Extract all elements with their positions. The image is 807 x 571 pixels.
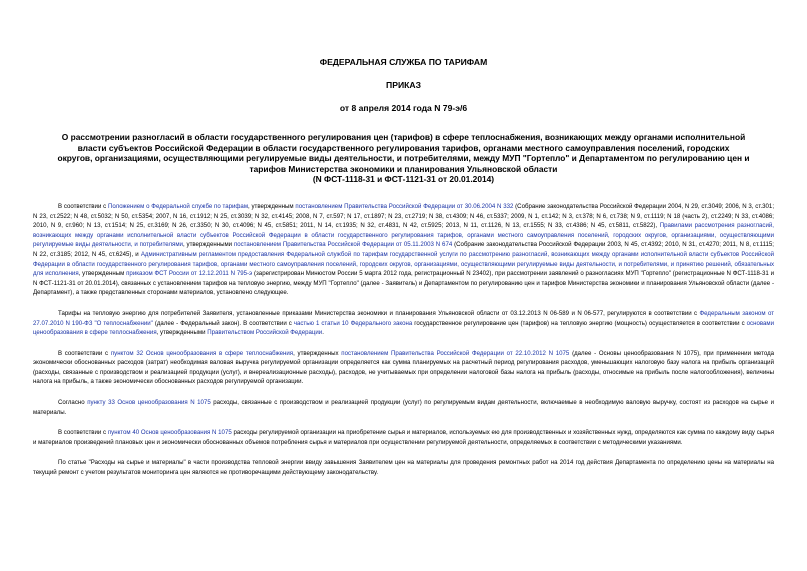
issuing-authority: ФЕДЕРАЛЬНАЯ СЛУЖБА ПО ТАРИФАМ xyxy=(319,57,488,67)
link-dispute-rules[interactable]: Правилами рассмотрения разногласий, возникающих между органами исполнительной власти субъектов Российской Федерации в области государственного регулирования тарифов, органами местного самоуправления поселений, городских округов, организациями, осуществляющими регулируемые виды деятельности, и потребителями xyxy=(33,222,774,249)
link-admin-regulation[interactable]: Административным регламентом предоставления Федеральной службой по тарифам государственной услуги по рассмотрению разногласий, возникающих между органами исполнительной власти субъектов Российской Федерации в области государственного регулирования тарифов, органами местного самоуправления поселений, городских округов, организациями, осуществляющими регулируемые виды деятельности, и потребителями, и принятию решений, обязательных для исполнения xyxy=(33,250,774,278)
document-title xyxy=(33,132,774,185)
link-pricing-basics[interactable]: основами ценообразования в сфере теплоснабжения xyxy=(33,319,774,337)
text-run: расходы регулируемой организации на приобретение сырья и материалов, используемых ею для производственных и хозяйственных нужд, определяются как сумма по каждому виду сырья и материалов произведений плановых цен и экономически обоснованных объемов потребления сырья и материалов при осуществлении регулируемой деятельности, определяемых в соответствии с методическими указаниями. xyxy=(33,429,775,446)
title-line: тарифов Министерства экономики и планирования Ульяновской области xyxy=(249,163,558,174)
text-run: По статье "Расходы на сырье и материалы" в части производства тепловой энергии ввиду завышения Заявителем цен на материалы для проведения ремонтных работ на 2014 год действия Департамента по определению цены на материалы на текущий ремонт с учетом результатов мониторинга цен являются не противоречащими действующему законодательству. xyxy=(33,459,774,477)
text-run: (зарегистрирован Минюстом России 5 марта 2012 года, регистрационный N 23402), при рассмотрении заявлений о разногласиях МУП "Гортепло" (регистрационные N ФСТ-1118-31 и N ФСТ-1121-31 от 20.01.2014), связанных с установлением тарифов на тепловую энергию, между МУП "Гортепло" (далее - Заявитель) и Департаментом по регулированию цен и тарифов Министерства экономики и планирования Ульяновской области (далее - Департамент), а также представленных сторонами материалов, установлено следующее. xyxy=(33,270,774,297)
link-decree-674[interactable]: постановлением Правительства Российской Федерации от 05.11.2003 N 674 xyxy=(233,241,453,249)
paragraph-2 xyxy=(33,309,774,338)
link-order-795[interactable]: приказом ФСТ России от 12.12.2011 N 795-э xyxy=(126,270,253,278)
text-run: В соответствии с xyxy=(58,202,108,210)
title-line: (N ФСТ-1118-31 и ФСТ-1121-31 от 20.01.2014) xyxy=(312,174,495,185)
text-run: (Собрание законодательства Российской Федерации 2004, N 29, ст.3049; 2006, N 3, ст.301; N 23, ст.2522; N 48, ст.5032; N 50, ст.5354; 2007, N 16, ст.1912; N 25, ст.3039; N 32, ст.4145; 2008, N 7, ст.597; N 17, ст.1897; N 23, ст.2719; N 38, ст.4309; N 46, ст.5337; 2009, N 1, ст.142; N 3, ст.378; N 6, ст.738; N 9, ст.1119; N 18 (часть 2), ст.2249; N 33, ст.4086; 2010, N 9, ст.960; N 13, ст.1514; N 25, ст.3169; N 26, ст.3350; N 30, ст.4096; N 45, ст.5851; 2011, N 14, ст.1935; N 32, ст.4831, N 42, ст.5925; 2013, N 11, ст.1126, N 13, ст.1555; N 33, ст.4386; N 45, ст.5811, ст.5822), xyxy=(33,202,775,230)
text-run: . xyxy=(322,329,324,337)
title-line: власти субъектов Российской Федерации в области государственного регулирования тарифов, органами местного самоуправления поселений, городских xyxy=(77,142,730,153)
title-line: округов, организациями, осуществляющими регулируемые виды деятельности, и потребителями, между МУП "Гортепло" и Департаментом по регулированию цен и xyxy=(57,153,750,164)
link-decree-1075[interactable]: постановлением Правительства Российской Федерации от 22.10.2012 N 1075 xyxy=(341,349,570,357)
text-run: государственное регулирование цен (тарифов) на тепловую энергию (мощность) осуществляется в соответствии с xyxy=(412,319,747,327)
paragraph-6 xyxy=(33,458,774,477)
text-run: (Собрание законодательства Российской Федерации 2003, N 45, ст.4392; 2010, N 31, ст.4270; 2011, N 8, ст.1115; N 22, ст.3185; 2012, N 45, ст.6245), и xyxy=(33,241,774,258)
paragraph-4 xyxy=(33,398,774,417)
paragraph-1 xyxy=(33,202,774,298)
document-type: ПРИКАЗ xyxy=(386,80,421,90)
link-regulation-fst[interactable]: Положением о Федеральной службе по тарифам xyxy=(107,202,249,210)
text-run: (далее - Федеральный закон). В соответствии с xyxy=(152,319,294,327)
text-run: (далее - Основы ценообразования N 1075), при применении метода экономически обоснованных расходов (затрат) необходимая валовая выручка регулируемой организации определяется как сумма планируемых на расчетный период регулирования расходов, уменьшающих налоговую базу налога на прибыль организаций (расходы, связанные с производством и реализацией продукции (услуг), и внереализационные расходы), расходов, не учитываемых при определении налоговой базы налога на прибыль (расходы, относимые на прибыль после налогообложения), величины налога на прибыль, а также экономически обоснованных расходов регулируемой организации. xyxy=(33,349,775,386)
text-run: , утвержденными xyxy=(182,241,234,249)
text-run: Согласно xyxy=(58,399,88,407)
document-date: от 8 апреля 2014 года N 79-э/6 xyxy=(339,103,468,113)
text-run: , утвержденными xyxy=(156,329,208,337)
text-run: , утвержденным xyxy=(78,270,127,278)
text-run: Тарифы на тепловую энергию для потребителей Заявителя, установленные приказами Министерства экономики и планирования Ульяновской области от 03.12.2013 N 06-589 и N 06-577, регулируются в соответствии с xyxy=(58,309,700,317)
paragraph-5 xyxy=(33,428,774,447)
link-law-190[interactable]: Федеральным законом от 27.07.2010 N 190-ФЗ "О теплоснабжении" xyxy=(33,309,774,327)
link-government-rf[interactable]: Правительством Российской Федерации xyxy=(207,329,323,337)
text-run: , утвержденных xyxy=(293,349,342,357)
title-line: О рассмотрении разногласий в области государственного регулирования цен (тарифов) в сфере теплоснабжения, возникающих между органами исполнительной xyxy=(61,132,746,142)
link-law-article-10[interactable]: частью 1 статьи 10 Федерального закона xyxy=(293,319,413,327)
text-run: В соответствии с xyxy=(58,349,111,357)
text-run: расходы, связанные с производством и реализацией продукции (услуг) по регулируемым видам деятельности, включаемые в необходимую валовую выручку, состоят из расходов на сырье и материалы. xyxy=(33,399,775,416)
link-point-32[interactable]: пунктом 32 Основ ценообразования в сфере теплоснабжения xyxy=(110,349,294,357)
link-point-40[interactable]: пунктом 40 Основ ценообразования N 1075 xyxy=(107,429,232,437)
text-run: , утвержденным xyxy=(248,202,296,210)
paragraph-3 xyxy=(33,349,774,387)
link-decree-332[interactable]: постановлением Правительства Российской Федерации от 30.06.2004 N 332 xyxy=(295,202,514,210)
link-point-33[interactable]: пункту 33 Основ ценообразования N 1075 xyxy=(87,399,211,407)
text-run: В соответствии с xyxy=(58,429,108,437)
